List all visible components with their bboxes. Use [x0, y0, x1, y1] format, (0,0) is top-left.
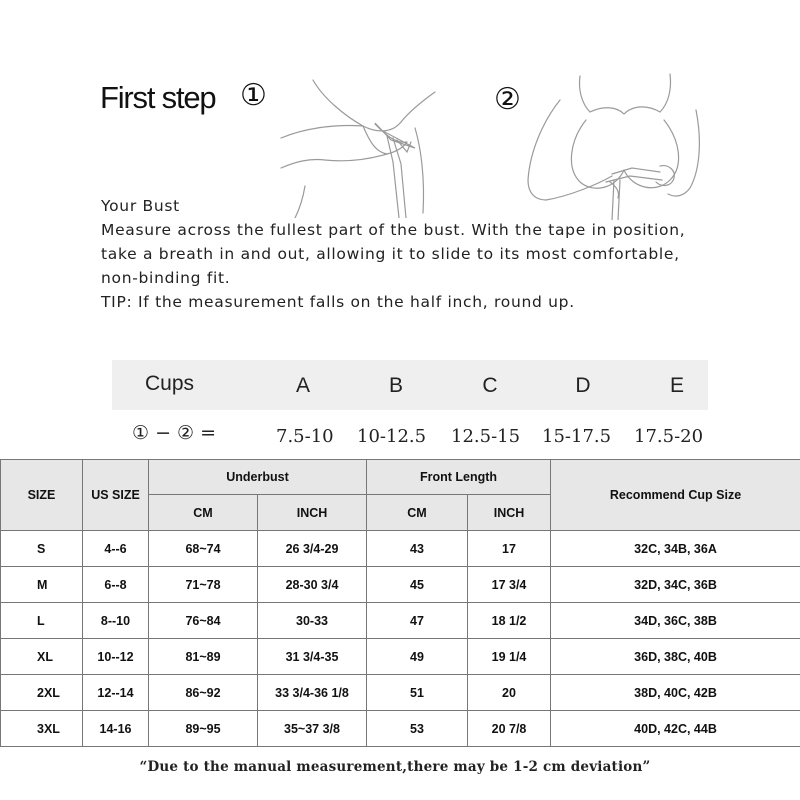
cup-range-b: 10-12.5 [357, 426, 427, 447]
deviation-footnote: “Due to the manual measurement,there may be 1-2 cm deviation” [139, 759, 651, 775]
header-recommend-cup-size: Recommend Cup Size [551, 460, 800, 531]
cup-formula: ① − ② = [132, 422, 217, 444]
table-row [1, 639, 800, 675]
recommend-cup-cell: 32D, 34C, 36B [551, 567, 800, 603]
underbust-inch-cell: 33 3/4-36 1/8 [258, 675, 367, 711]
cups-label: Cups [145, 372, 195, 395]
us-size-cell: 8--10 [83, 603, 149, 639]
header-us-size: US SIZE [83, 460, 149, 531]
cup-letter-c: C [482, 374, 498, 397]
front-length-inch-cell: 19 1/4 [468, 639, 551, 675]
underbust-inch-cell: 30-33 [258, 603, 367, 639]
size-chart-table [0, 459, 800, 747]
cup-letter-e: E [669, 374, 684, 397]
underbust-cm-cell: 89~95 [149, 711, 258, 747]
recommend-cup-cell: 36D, 38C, 40B [551, 639, 800, 675]
instructions-heading: Your Bust [101, 197, 180, 215]
front-length-cm-cell: 47 [367, 603, 468, 639]
size-cell: L [1, 603, 83, 639]
header-front-length: Front Length [367, 460, 551, 495]
table-row [1, 711, 800, 747]
us-size-cell: 4--6 [83, 531, 149, 567]
front-length-inch-cell: 20 7/8 [468, 711, 551, 747]
front-length-cm-cell: 53 [367, 711, 468, 747]
underbust-cm-cell: 68~74 [149, 531, 258, 567]
size-cell: S [1, 531, 83, 567]
size-cell: 3XL [1, 711, 83, 747]
table-row [1, 675, 800, 711]
underbust-inch-cell: 35~37 3/8 [258, 711, 367, 747]
underbust-cm-cell: 71~78 [149, 567, 258, 603]
underbust-cm-cell: 81~89 [149, 639, 258, 675]
header-front-length-inch: INCH [468, 495, 551, 531]
underbust-inch-cell: 26 3/4-29 [258, 531, 367, 567]
bust-instructions [101, 194, 721, 314]
front-length-cm-cell: 49 [367, 639, 468, 675]
underbust-cm-cell: 76~84 [149, 603, 258, 639]
cup-range-e: 17.5-20 [634, 426, 704, 447]
front-length-inch-cell: 17 [468, 531, 551, 567]
recommend-cup-cell: 32C, 34B, 36A [551, 531, 800, 567]
cup-letter-a: A [295, 374, 310, 397]
header-underbust-inch: INCH [258, 495, 367, 531]
front-length-inch-cell: 20 [468, 675, 551, 711]
front-length-cm-cell: 45 [367, 567, 468, 603]
size-cell: XL [1, 639, 83, 675]
table-row [1, 603, 800, 639]
header-size: SIZE [1, 460, 83, 531]
size-cell: M [1, 567, 83, 603]
us-size-cell: 10--12 [83, 639, 149, 675]
recommend-cup-cell: 40D, 42C, 44B [551, 711, 800, 747]
step-title: First step [100, 80, 216, 115]
table-row [1, 567, 800, 603]
instructions-line-1: Measure across the fullest part of the bust. With the tape in position, [101, 221, 686, 239]
us-size-cell: 6--8 [83, 567, 149, 603]
recommend-cup-cell: 38D, 40C, 42B [551, 675, 800, 711]
front-length-inch-cell: 18 1/2 [468, 603, 551, 639]
instructions-tip: TIP: If the measurement falls on the half inch, round up. [101, 293, 575, 311]
cup-range-d: 15-17.5 [542, 426, 612, 447]
front-length-cm-cell: 43 [367, 531, 468, 567]
front-length-inch-cell: 17 3/4 [468, 567, 551, 603]
recommend-cup-cell: 34D, 36C, 38B [551, 603, 800, 639]
underbust-inch-cell: 28-30 3/4 [258, 567, 367, 603]
instructions-line-2: take a breath in and out, allowing it to slide to its most comfortable, [101, 245, 680, 263]
step-one-marker: ① [240, 78, 267, 113]
size-cell: 2XL [1, 675, 83, 711]
us-size-cell: 14-16 [83, 711, 149, 747]
underbust-inch-cell: 31 3/4-35 [258, 639, 367, 675]
header-underbust-cm: CM [149, 495, 258, 531]
instructions-line-3: non-binding fit. [101, 269, 231, 287]
cup-letter-b: B [388, 374, 403, 397]
cup-range-a: 7.5-10 [276, 426, 334, 447]
table-row [1, 531, 800, 567]
underbust-cm-cell: 86~92 [149, 675, 258, 711]
front-length-cm-cell: 51 [367, 675, 468, 711]
header-front-length-cm: CM [367, 495, 468, 531]
header-underbust: Underbust [149, 460, 367, 495]
us-size-cell: 12--14 [83, 675, 149, 711]
step-two-marker: ② [494, 82, 521, 117]
cup-range-c: 12.5-15 [451, 426, 521, 447]
cup-letter-d: D [575, 374, 591, 397]
